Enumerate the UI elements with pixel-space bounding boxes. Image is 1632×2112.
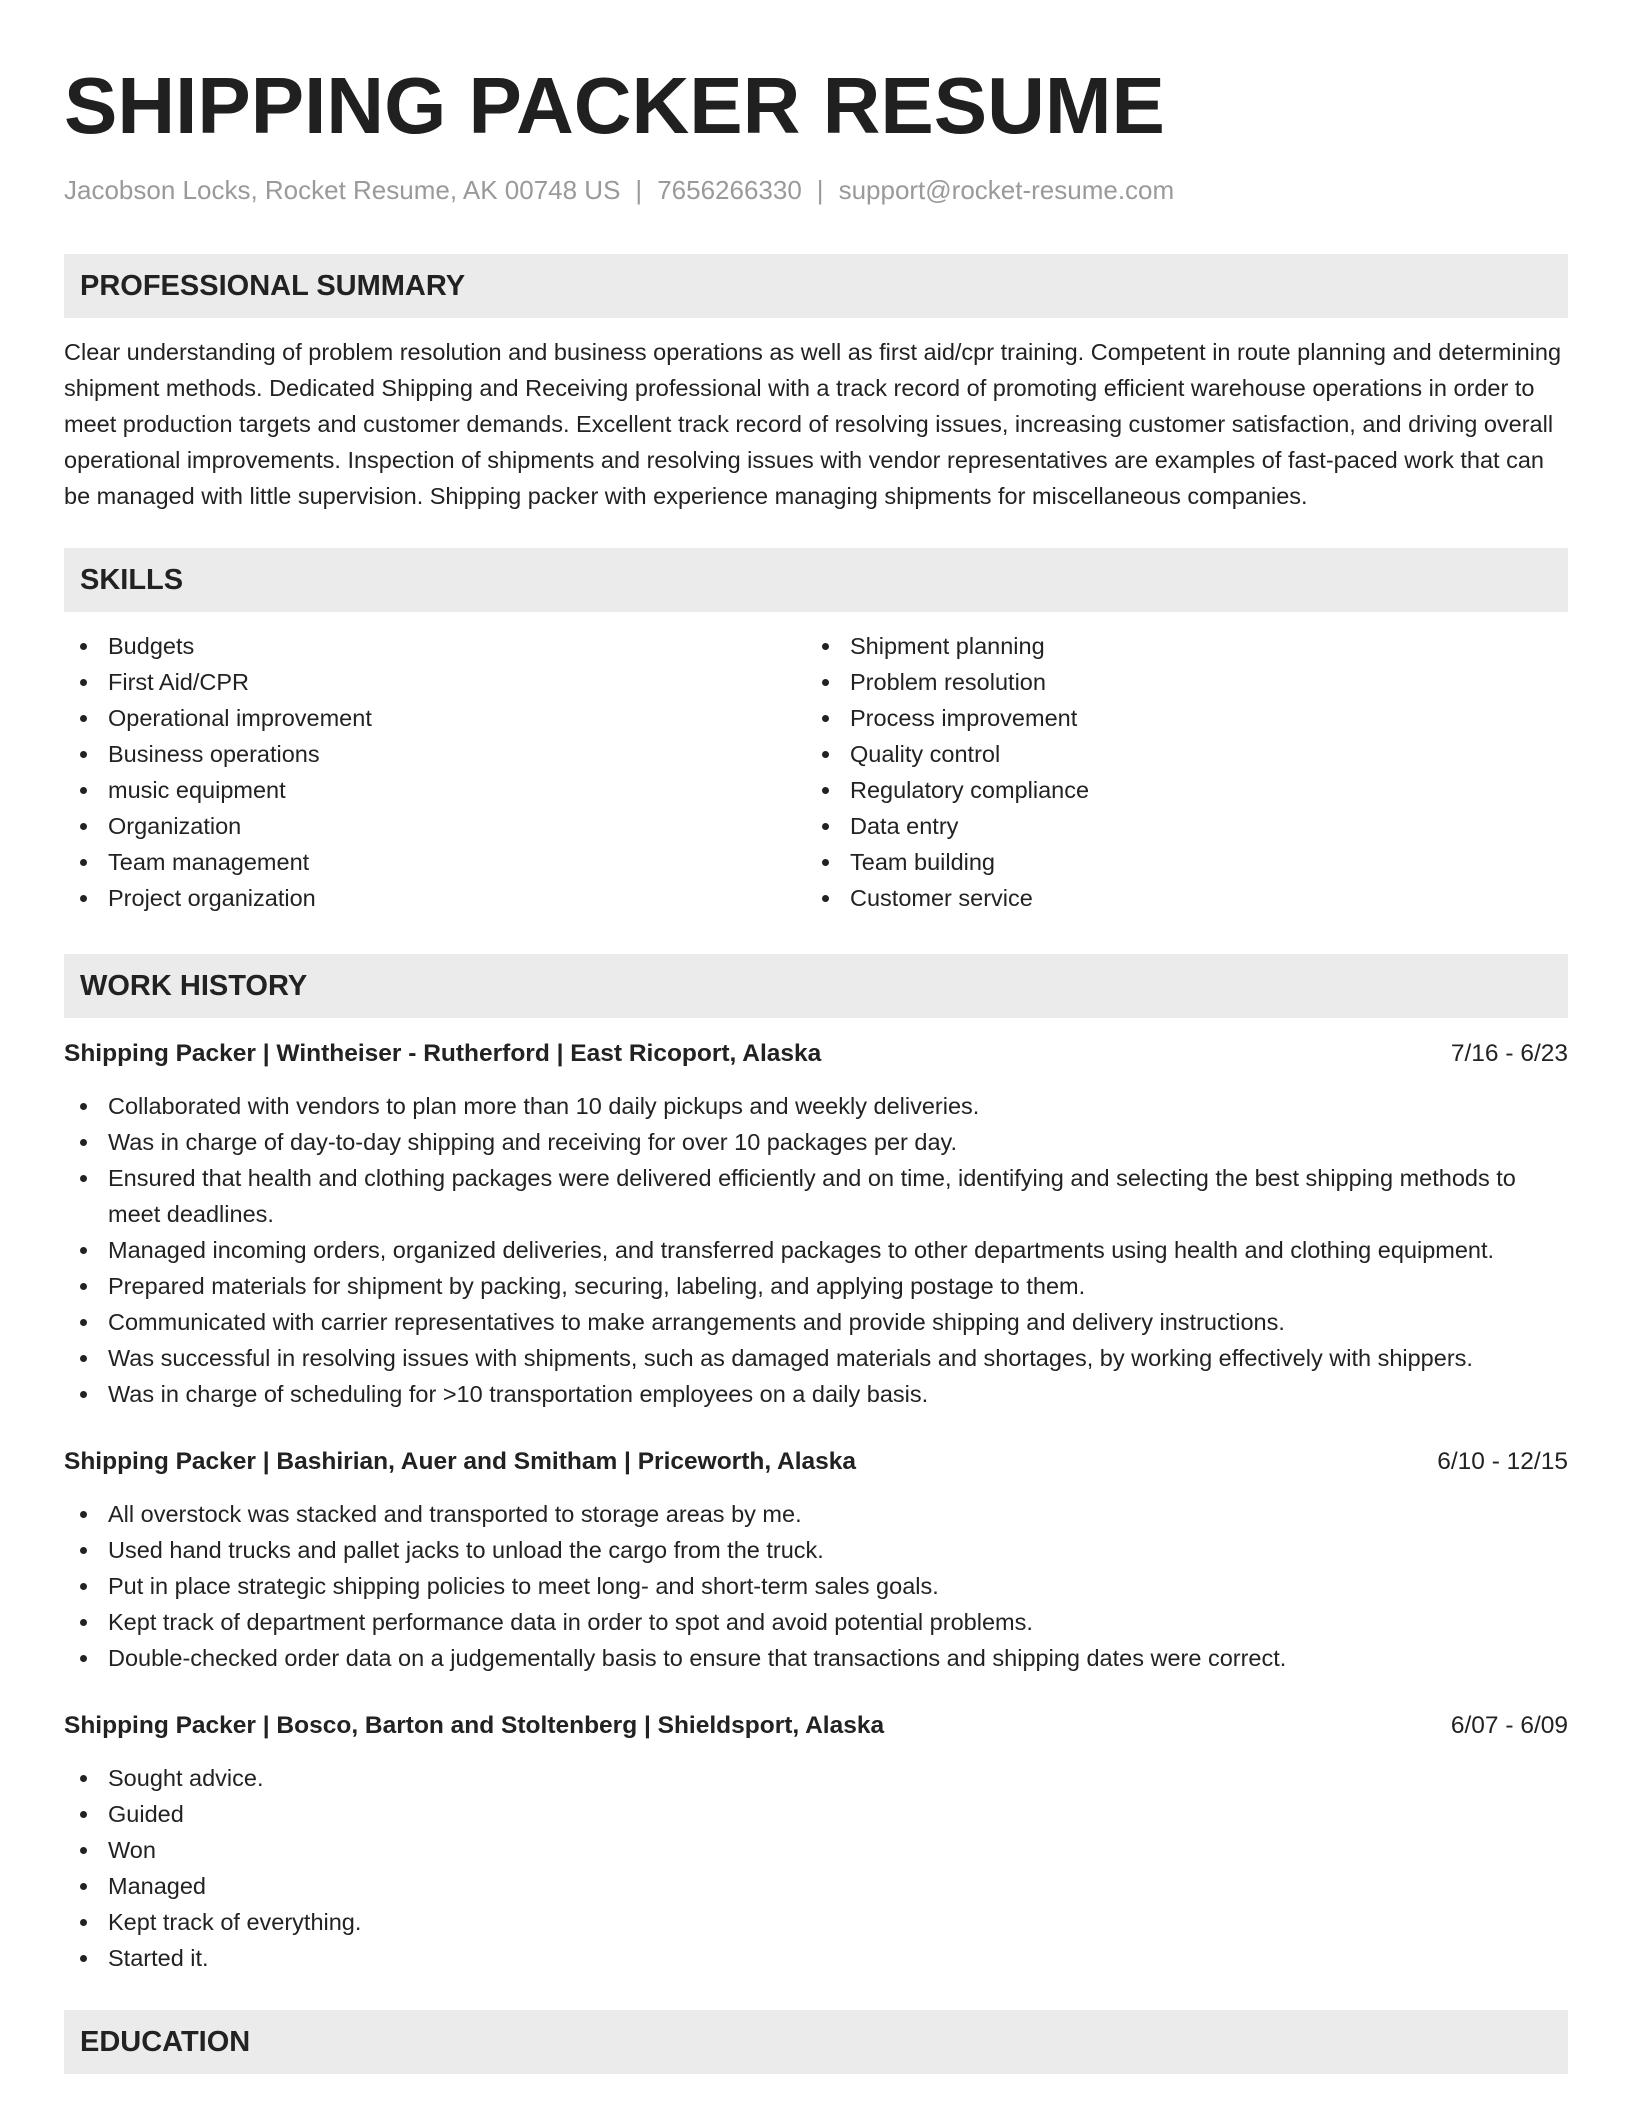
skill-item: Quality control	[806, 736, 1548, 772]
resume-page	[64, 0, 1568, 2074]
job-bullets	[64, 1496, 1568, 1676]
skill-item: Regulatory compliance	[806, 772, 1548, 808]
contact-phone: 7656266330	[657, 175, 802, 205]
job-dates: 6/10 - 12/15	[1437, 1448, 1568, 1475]
job-bullet: Prepared materials for shipment by packing, securing, labeling, and applying postage to them.	[64, 1268, 1568, 1304]
skill-item: Customer service	[806, 880, 1548, 916]
job-bullet: Used hand trucks and pallet jacks to unload the cargo from the truck.	[64, 1532, 1568, 1568]
work-history-heading: WORK HISTORY	[64, 954, 1568, 1018]
skills-column-right	[806, 628, 1548, 916]
skill-item: First Aid/CPR	[64, 664, 806, 700]
job-header	[64, 1708, 1568, 1744]
job-bullet: Double-checked order data on a judgementally basis to ensure that transactions and shipping dates were correct.	[64, 1640, 1568, 1676]
skill-item: Team management	[64, 844, 806, 880]
job-header	[64, 1036, 1568, 1072]
skills-heading: SKILLS	[64, 548, 1568, 612]
job-bullet: Ensured that health and clothing packages were delivered efficiently and on time, identifying and selecting the best shipping methods to meet deadlines.	[64, 1160, 1568, 1232]
job-bullet: Kept track of everything.	[64, 1904, 1568, 1940]
job-entry	[64, 1036, 1568, 1412]
skill-item: Problem resolution	[806, 664, 1548, 700]
skill-item: Operational improvement	[64, 700, 806, 736]
contact-email: support@rocket-resume.com	[838, 175, 1175, 205]
job-bullet: Managed incoming orders, organized deliveries, and transferred packages to other departments using health and clothing equipment.	[64, 1232, 1568, 1268]
skill-item: Team building	[806, 844, 1548, 880]
contact-line	[64, 172, 1568, 208]
job-bullet: Guided	[64, 1796, 1568, 1832]
job-bullet: All overstock was stacked and transported to storage areas by me.	[64, 1496, 1568, 1532]
job-bullet: Sought advice.	[64, 1760, 1568, 1796]
skill-item: Shipment planning	[806, 628, 1548, 664]
job-bullets	[64, 1088, 1568, 1412]
job-dates: 7/16 - 6/23	[1450, 1040, 1568, 1067]
job-bullets	[64, 1760, 1568, 1976]
job-bullet: Started it.	[64, 1940, 1568, 1976]
job-bullet: Was successful in resolving issues with shipments, such as damaged materials and shortages, by working effectively with shippers.	[64, 1340, 1568, 1376]
skill-item: Data entry	[806, 808, 1548, 844]
skill-item: Budgets	[64, 628, 806, 664]
job-bullet: Kept track of department performance data in order to spot and avoid potential problems.	[64, 1604, 1568, 1640]
skill-item: Organization	[64, 808, 806, 844]
job-dates: 6/07 - 6/09	[1450, 1712, 1568, 1739]
skills-list	[64, 628, 1568, 916]
job-entry	[64, 1444, 1568, 1676]
skill-item: music equipment	[64, 772, 806, 808]
contact-separator: |	[816, 175, 824, 205]
contact-address: Jacobson Locks, Rocket Resume, AK 00748 US	[64, 175, 621, 205]
job-bullet: Was in charge of day-to-day shipping and receiving for over 10 packages per day.	[64, 1124, 1568, 1160]
job-title: Shipping Packer | Bosco, Barton and Stoltenberg | Shieldsport, Alaska	[64, 1712, 885, 1739]
job-header	[64, 1444, 1568, 1480]
contact-separator: |	[635, 175, 643, 205]
job-entry	[64, 1708, 1568, 1976]
job-bullet: Was in charge of scheduling for >10 transportation employees on a daily basis.	[64, 1376, 1568, 1412]
job-bullet: Managed	[64, 1868, 1568, 1904]
skills-column-left	[64, 628, 806, 916]
summary-text: Clear understanding of problem resolution and business operations as well as first aid/cpr training. Competent in route planning and determining shipment methods. Dedicated Shipping and Receiving professional with a track record of promoting efficient warehouse operations in order to meet production targets and customer demands. Excellent track record of resolving issues, increasing customer satisfaction, and driving overall operational improvements. Inspection of shipments and resolving issues with vendor representatives are examples of fast-paced work that can be managed with little supervision. Shipping packer with experience managing shipments for miscellaneous companies.	[64, 339, 1562, 509]
education-heading: EDUCATION	[64, 2010, 1568, 2074]
job-bullet: Put in place strategic shipping policies to meet long- and short-term sales goals.	[64, 1568, 1568, 1604]
job-bullet: Won	[64, 1832, 1568, 1868]
summary-heading: PROFESSIONAL SUMMARY	[64, 254, 1568, 318]
resume-title: SHIPPING PACKER RESUME	[64, 61, 1165, 150]
job-bullet: Communicated with carrier representatives to make arrangements and provide shipping and delivery instructions.	[64, 1304, 1568, 1340]
skill-item: Project organization	[64, 880, 806, 916]
skill-item: Process improvement	[806, 700, 1548, 736]
job-title: Shipping Packer | Wintheiser - Rutherford | East Ricoport, Alaska	[64, 1040, 822, 1067]
skill-item: Business operations	[64, 736, 806, 772]
job-title: Shipping Packer | Bashirian, Auer and Smitham | Priceworth, Alaska	[64, 1448, 857, 1475]
job-bullet: Collaborated with vendors to plan more than 10 daily pickups and weekly deliveries.	[64, 1088, 1568, 1124]
